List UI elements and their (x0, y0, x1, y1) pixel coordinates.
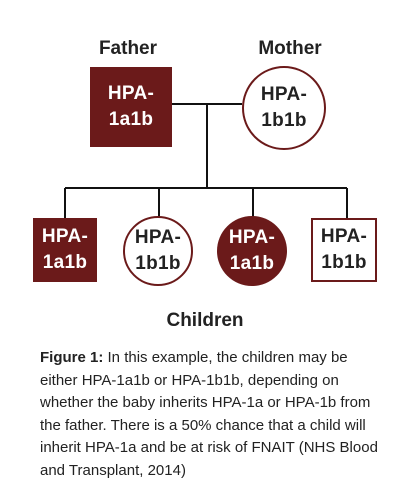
children-label: Children (166, 310, 244, 331)
caption-label: Figure 1: (40, 349, 104, 366)
mother-genotype: 1b1b (261, 110, 307, 131)
child-2-genotype: 1b1b (135, 253, 181, 274)
mother-node (242, 66, 326, 150)
child-1-genotype: 1a1b (42, 252, 88, 273)
mother-label: Mother (258, 38, 322, 59)
father-node (90, 67, 172, 147)
child-3-node (217, 216, 287, 286)
child-2-genotype-prefix: HPA- (134, 227, 182, 248)
figure-caption (40, 347, 385, 482)
father-genotype-prefix: HPA- (107, 83, 155, 104)
child-1-genotype-prefix: HPA- (41, 226, 89, 247)
caption-text: In this example, the children may be either HPA-1a1b or HPA-1b1b, depending on whether the baby inherits HPA-1a or HPA-1b from the father. There is a 50% chance that a child will inherit HPA-1a and be at risk of FNAIT (NHS Blood and Transplant, 2014) (40, 349, 378, 479)
child-3-genotype-prefix: HPA- (228, 227, 276, 248)
father-genotype: 1a1b (108, 109, 154, 130)
child-4-genotype-prefix: HPA- (320, 226, 368, 247)
child-1-node (33, 218, 97, 282)
child-3-genotype: 1a1b (229, 253, 275, 274)
child-2-node (123, 216, 193, 286)
child-4-node (311, 218, 377, 282)
child-4-genotype: 1b1b (321, 252, 367, 273)
father-label: Father (98, 38, 158, 59)
mother-genotype-prefix: HPA- (260, 84, 308, 105)
